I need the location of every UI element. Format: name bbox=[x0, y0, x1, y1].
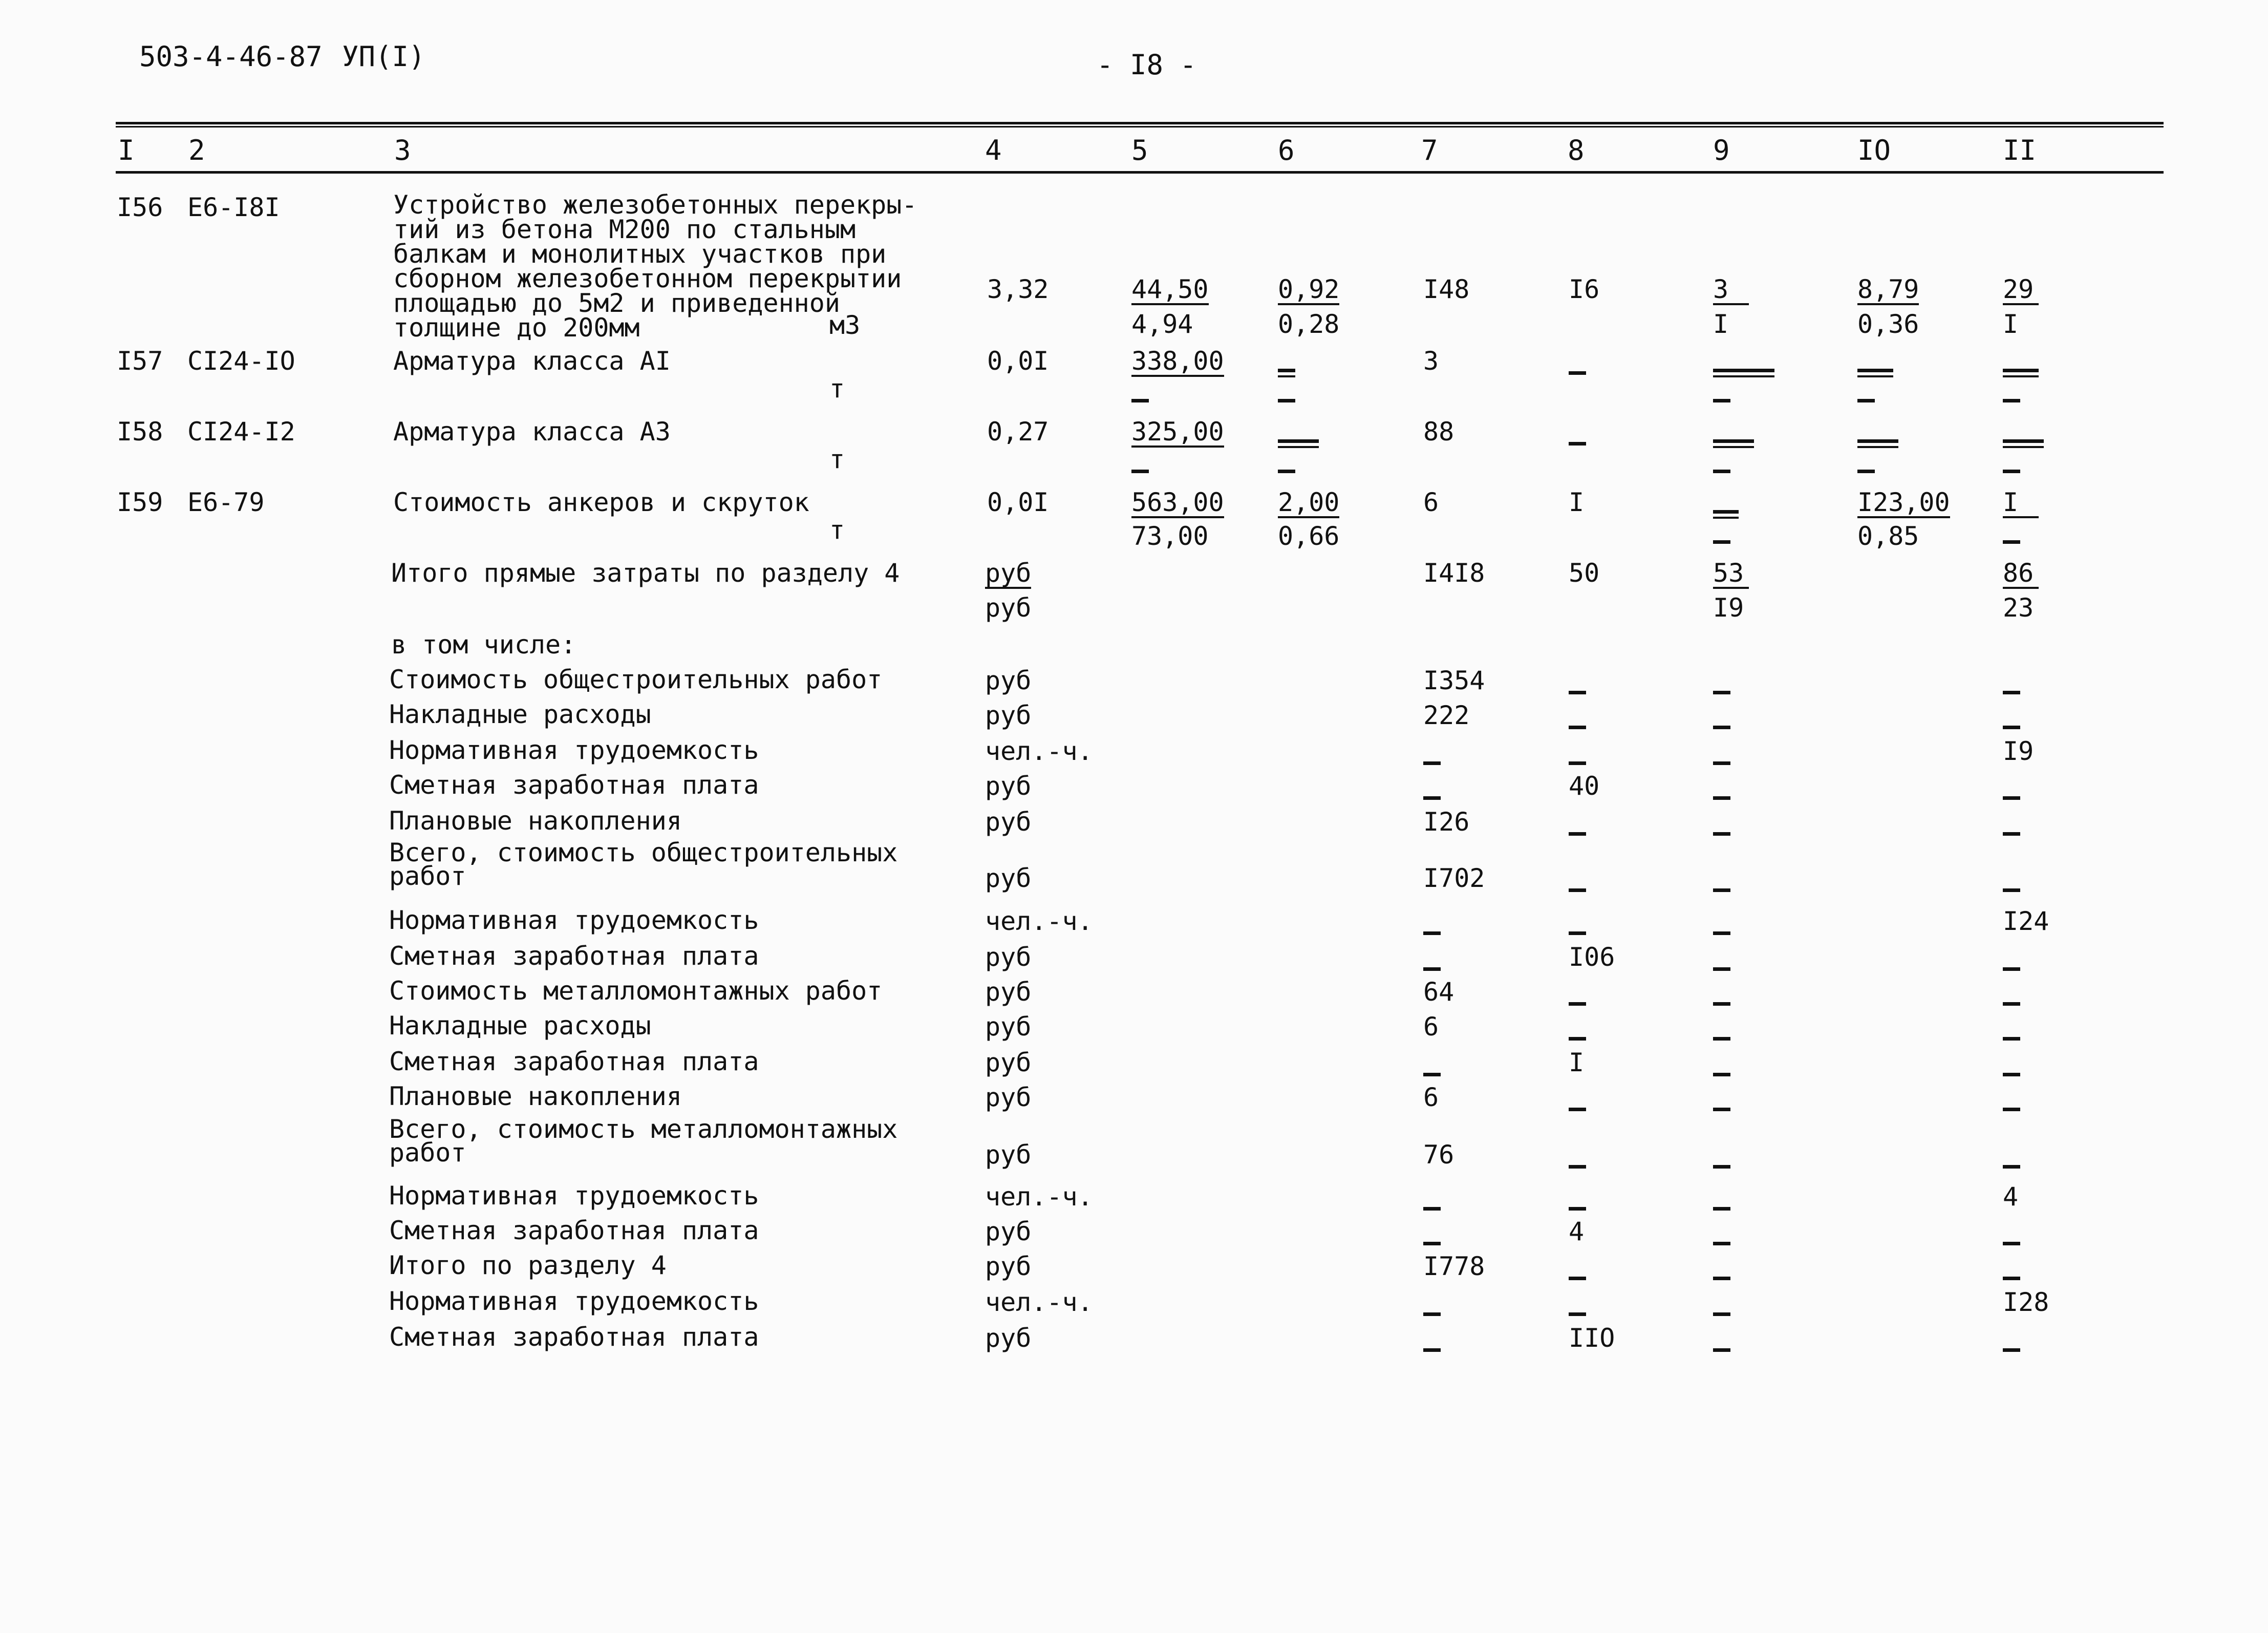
dash bbox=[1713, 1312, 1730, 1316]
total-direct-unit-top: руб bbox=[985, 558, 1032, 588]
total-direct-unit-bottom: руб bbox=[985, 593, 1032, 623]
quantity: 0,27 bbox=[987, 417, 1049, 447]
summary-value-empty bbox=[1713, 1229, 1730, 1255]
summary-value-empty bbox=[2003, 819, 2020, 845]
labor-unit-bottom: 0,85 bbox=[1857, 521, 1919, 551]
summary-value-empty bbox=[1569, 819, 1586, 845]
column-number: 6 bbox=[1278, 134, 1295, 166]
dash bbox=[1423, 761, 1441, 765]
summary-value: I bbox=[1569, 1048, 1585, 1077]
labor-unit-top: 8,79 bbox=[1857, 274, 1919, 304]
dash bbox=[2003, 1165, 2020, 1169]
dash bbox=[2003, 1242, 2020, 1245]
summary-value: 4 bbox=[2003, 1182, 2019, 1212]
summary-value-empty bbox=[1569, 876, 1586, 901]
machine-cost: 3 bbox=[1713, 277, 1749, 305]
column-number: IO bbox=[1857, 134, 1891, 166]
dash bbox=[1713, 1037, 1730, 1041]
summary-value-empty bbox=[1423, 783, 1441, 809]
column-number: 2 bbox=[188, 134, 205, 166]
summary-unit: руб bbox=[985, 1083, 1032, 1112]
dash bbox=[1713, 1108, 1730, 1111]
unit-cost: 338,00 bbox=[1131, 346, 1224, 376]
summary-label: Сметная заработная плата bbox=[389, 941, 759, 971]
unit-machine-cost: 2,00 bbox=[1278, 487, 1340, 517]
summary-unit: руб bbox=[985, 1252, 1032, 1281]
dash bbox=[1423, 1312, 1441, 1316]
item-description: Устройство железобетонных перекры- тий из бетона М200 по стальным балкам и монолитных участков при сборном железобетонном перекрытии площадью до 5м2 и приведенной толщине до 200мм bbox=[393, 190, 917, 343]
total-direct-labor-top: 86 bbox=[2003, 560, 2039, 589]
dash bbox=[1278, 470, 1295, 473]
summary-value-empty bbox=[1569, 1264, 1586, 1289]
unit: м3 bbox=[829, 310, 861, 340]
summary-value-empty bbox=[1713, 819, 1730, 845]
dash bbox=[1569, 726, 1586, 729]
total-wage: I6 bbox=[1569, 274, 1600, 304]
summary-value-empty bbox=[1569, 713, 1586, 738]
unit-machine-wage: 0,28 bbox=[1278, 309, 1340, 339]
summary-value: I28 bbox=[2003, 1287, 2049, 1317]
unit: т bbox=[829, 515, 845, 545]
summary-value-empty bbox=[1569, 1024, 1586, 1050]
quantity: 0,0I bbox=[987, 346, 1049, 376]
summary-value-empty bbox=[1713, 989, 1730, 1015]
dash bbox=[2003, 1348, 2020, 1352]
summary-unit: руб bbox=[985, 666, 1032, 695]
item-description: Арматура класса A3 bbox=[393, 417, 671, 447]
dash bbox=[1423, 1207, 1441, 1211]
summary-unit: чел.-ч. bbox=[985, 736, 1093, 766]
summary-value-empty bbox=[1423, 749, 1441, 774]
dash bbox=[1713, 761, 1730, 765]
summary-value-empty bbox=[1713, 1095, 1730, 1120]
summary-value-empty bbox=[1569, 749, 1586, 774]
total-cost: 3 bbox=[1423, 346, 1439, 376]
machine-wage: I bbox=[1713, 309, 1729, 339]
total-cost: I48 bbox=[1423, 274, 1470, 304]
dash bbox=[1713, 726, 1730, 729]
dash bbox=[1857, 439, 1898, 448]
summary-value-empty bbox=[1713, 1194, 1730, 1220]
dash bbox=[2003, 832, 2020, 836]
dash bbox=[1713, 1207, 1730, 1211]
dash bbox=[1278, 369, 1295, 377]
summary-value-empty bbox=[1569, 989, 1586, 1015]
dash bbox=[1857, 399, 1875, 402]
dash bbox=[2003, 1002, 2020, 1006]
summary-value-empty bbox=[2003, 1335, 2020, 1361]
dash bbox=[1713, 888, 1730, 892]
summary-value-empty bbox=[2003, 783, 2020, 809]
item-description: Стоимость анкеров и скруток bbox=[393, 487, 809, 517]
dash bbox=[1569, 832, 1586, 836]
summary-value-empty bbox=[1423, 1335, 1441, 1361]
summary-label: Плановые накопления bbox=[389, 1081, 682, 1111]
summary-value-empty bbox=[1423, 1194, 1441, 1220]
dash bbox=[1423, 967, 1441, 971]
dash bbox=[1713, 967, 1730, 971]
dash bbox=[1713, 1165, 1730, 1169]
dash bbox=[2003, 1277, 2020, 1280]
dash bbox=[1131, 399, 1149, 402]
total-direct-wage: 50 bbox=[1569, 558, 1600, 588]
dash bbox=[1423, 1073, 1441, 1076]
summary-value-empty bbox=[1569, 1152, 1586, 1178]
summary-label: Стоимость общестроительных работ bbox=[389, 665, 883, 694]
summary-label: Сметная заработная плата bbox=[389, 770, 759, 800]
summary-value-empty bbox=[1423, 1229, 1441, 1255]
dash bbox=[1423, 1348, 1441, 1352]
dash bbox=[1569, 1037, 1586, 1041]
summary-label: Нормативная трудоемкость bbox=[389, 905, 759, 935]
unit-machine-wage: 0,66 bbox=[1278, 521, 1340, 551]
summary-label: Всего, стоимость металломонтажных работ bbox=[389, 1114, 898, 1168]
summary-value-empty bbox=[1713, 1264, 1730, 1289]
item-code: E6-79 bbox=[187, 487, 265, 517]
dash bbox=[1423, 931, 1441, 935]
summary-value: 64 bbox=[1423, 977, 1454, 1007]
summary-unit: руб bbox=[985, 1140, 1032, 1170]
summary-label: Нормативная трудоемкость bbox=[389, 735, 759, 765]
summary-label: Нормативная трудоемкость bbox=[389, 1181, 759, 1211]
total-cost: 88 bbox=[1423, 417, 1454, 447]
summary-label: Итого по разделу 4 bbox=[389, 1250, 667, 1280]
dash bbox=[1713, 1277, 1730, 1280]
summary-value-empty bbox=[2003, 1229, 2020, 1255]
unit-cost: 44,50 bbox=[1131, 274, 1209, 304]
summary-value-empty bbox=[2003, 876, 2020, 901]
summary-value: 76 bbox=[1423, 1140, 1454, 1170]
column-number: II bbox=[2003, 134, 2037, 166]
unit-wage: 73,00 bbox=[1131, 521, 1209, 551]
summary-value-empty bbox=[2003, 1264, 2020, 1289]
dash bbox=[1569, 931, 1586, 935]
dash bbox=[1713, 540, 1730, 544]
summary-value-empty bbox=[1423, 1060, 1441, 1086]
dash bbox=[1713, 439, 1754, 448]
summary-value: I9 bbox=[2003, 736, 2034, 766]
column-number: 7 bbox=[1421, 134, 1438, 166]
summary-label: Нормативная трудоемкость bbox=[389, 1286, 759, 1316]
summary-value-empty bbox=[1713, 1335, 1730, 1361]
quantity: 0,0I bbox=[987, 487, 1049, 517]
dash bbox=[2003, 1108, 2020, 1111]
summary-value-empty bbox=[1423, 955, 1441, 980]
item-number: I58 bbox=[117, 417, 163, 447]
dash bbox=[1278, 399, 1295, 402]
item-code: CI24-I2 bbox=[187, 417, 295, 447]
summary-value-empty bbox=[2003, 1152, 2020, 1178]
dash bbox=[1713, 832, 1730, 836]
summary-value-empty bbox=[1713, 1024, 1730, 1050]
dash bbox=[1713, 510, 1739, 519]
summary-unit: руб bbox=[985, 977, 1032, 1007]
summary-label: Сметная заработная плата bbox=[389, 1216, 759, 1245]
summary-unit: руб bbox=[985, 1012, 1032, 1042]
dash bbox=[1569, 1108, 1586, 1111]
summary-value-empty bbox=[1713, 955, 1730, 980]
column-number: 3 bbox=[394, 134, 411, 166]
total-direct-cost: I4I8 bbox=[1423, 558, 1485, 588]
dash bbox=[1713, 1348, 1730, 1352]
dash bbox=[1569, 761, 1586, 765]
table-top-rule bbox=[116, 122, 2164, 124]
unit-cost: 325,00 bbox=[1131, 417, 1224, 447]
dash bbox=[1569, 442, 1586, 446]
summary-value-empty bbox=[2003, 1024, 2020, 1050]
summary-unit: руб bbox=[985, 701, 1032, 730]
dash bbox=[2003, 691, 2020, 694]
summary-unit: чел.-ч. bbox=[985, 1287, 1093, 1317]
summary-value-empty bbox=[1713, 678, 1730, 704]
dash bbox=[1569, 888, 1586, 892]
summary-value-empty bbox=[2003, 1060, 2020, 1086]
summary-value-empty bbox=[1713, 749, 1730, 774]
dash bbox=[1569, 371, 1586, 375]
dash bbox=[1423, 1242, 1441, 1245]
summary-value-empty bbox=[1569, 1095, 1586, 1120]
summary-value: I354 bbox=[1423, 666, 1485, 695]
summary-value-empty bbox=[1569, 678, 1586, 704]
item-code: E6-I8I bbox=[187, 193, 280, 222]
summary-value-empty bbox=[1569, 919, 1586, 944]
table-top-rule-inner bbox=[116, 126, 2164, 128]
summary-label: Сметная заработная плата bbox=[389, 1322, 759, 1352]
dash bbox=[1713, 470, 1730, 473]
summary-label: Сметная заработная плата bbox=[389, 1047, 759, 1076]
dash bbox=[1713, 399, 1730, 402]
dash bbox=[1569, 1277, 1586, 1280]
unit: т bbox=[829, 444, 845, 474]
summary-value: I24 bbox=[2003, 906, 2049, 936]
summary-value: 222 bbox=[1423, 701, 1470, 730]
column-number: I bbox=[118, 134, 135, 166]
quantity: 3,32 bbox=[987, 274, 1049, 304]
total-direct-label: Итого прямые затраты по разделу 4 bbox=[391, 558, 900, 588]
dash bbox=[2003, 726, 2020, 729]
summary-label: Плановые накопления bbox=[389, 806, 682, 836]
summary-value: IIO bbox=[1569, 1323, 1615, 1353]
labor-total-top: 29 bbox=[2003, 277, 2039, 305]
dash bbox=[1713, 1242, 1730, 1245]
dash bbox=[1857, 369, 1893, 377]
summary-unit: чел.-ч. bbox=[985, 906, 1093, 936]
summary-value-empty bbox=[1713, 876, 1730, 901]
dash bbox=[1713, 369, 1774, 377]
summary-unit: руб bbox=[985, 942, 1032, 972]
summary-value-empty bbox=[2003, 1095, 2020, 1120]
summary-value: 6 bbox=[1423, 1012, 1439, 1042]
summary-value: I26 bbox=[1423, 807, 1470, 837]
document-code: 503-4-46-87 bbox=[139, 40, 323, 73]
summary-value-empty bbox=[2003, 713, 2020, 738]
dash bbox=[2003, 470, 2020, 473]
unit-cost: 563,00 bbox=[1131, 487, 1224, 517]
item-code: CI24-IO bbox=[187, 346, 295, 376]
dash bbox=[1131, 470, 1149, 473]
dash bbox=[2003, 399, 2020, 402]
section-code: УП(I) bbox=[342, 40, 425, 73]
item-number: I56 bbox=[117, 193, 163, 222]
summary-value-empty bbox=[1423, 919, 1441, 944]
labor-unit-top: I23,00 bbox=[1857, 487, 1950, 517]
item-number: I57 bbox=[117, 346, 163, 376]
dash bbox=[2003, 369, 2039, 377]
summary-value: I06 bbox=[1569, 942, 1615, 972]
summary-value-empty bbox=[2003, 955, 2020, 980]
unit-wage: 4,94 bbox=[1131, 309, 1193, 339]
column-number: 5 bbox=[1131, 134, 1148, 166]
summary-value: I702 bbox=[1423, 863, 1485, 893]
labor-total-bottom: I bbox=[2003, 309, 2019, 339]
dash bbox=[1569, 1312, 1586, 1316]
summary-value: 6 bbox=[1423, 1083, 1439, 1112]
summary-value-empty bbox=[2003, 989, 2020, 1015]
summary-value-empty bbox=[1713, 1152, 1730, 1178]
page-number: - I8 - bbox=[1097, 49, 1197, 81]
dash bbox=[1713, 1073, 1730, 1076]
dash bbox=[2003, 540, 2020, 544]
summary-value-empty bbox=[1569, 1300, 1586, 1325]
dash bbox=[1423, 796, 1441, 800]
summary-unit: руб bbox=[985, 1323, 1032, 1353]
summary-label: Накладные расходы bbox=[389, 699, 651, 729]
summary-unit: руб bbox=[985, 1217, 1032, 1246]
unit: т bbox=[829, 374, 845, 404]
dash bbox=[1278, 439, 1319, 448]
summary-value-empty bbox=[2003, 678, 2020, 704]
summary-value-empty bbox=[1713, 919, 1730, 944]
dash bbox=[1857, 470, 1875, 473]
summary-value-empty bbox=[1569, 1194, 1586, 1220]
summary-value: I778 bbox=[1423, 1252, 1485, 1281]
summary-value: 4 bbox=[1569, 1217, 1585, 1246]
summary-value: 40 bbox=[1569, 771, 1600, 801]
table-header-bottom-rule bbox=[116, 171, 2164, 174]
dash bbox=[1569, 691, 1586, 694]
including-label: в том числе: bbox=[391, 630, 576, 660]
summary-value-empty bbox=[1713, 1060, 1730, 1086]
column-number: 9 bbox=[1713, 134, 1730, 166]
dash bbox=[1569, 1165, 1586, 1169]
item-number: I59 bbox=[117, 487, 163, 517]
dash bbox=[2003, 1037, 2020, 1041]
column-number: 4 bbox=[985, 134, 1002, 166]
summary-label: Накладные расходы bbox=[389, 1011, 651, 1041]
total-direct-machine-top: 53 bbox=[1713, 560, 1749, 589]
dash bbox=[2003, 1073, 2020, 1076]
summary-unit: руб bbox=[985, 1048, 1032, 1077]
dash bbox=[1569, 1002, 1586, 1006]
summary-unit: руб bbox=[985, 807, 1032, 837]
item-description: Арматура класса AI bbox=[393, 346, 671, 376]
total-direct-machine-bottom: I9 bbox=[1713, 593, 1744, 623]
summary-label: Всего, стоимость общестроительных работ bbox=[389, 838, 898, 891]
summary-value-empty bbox=[1713, 713, 1730, 738]
dash bbox=[1713, 1002, 1730, 1006]
dash bbox=[1713, 931, 1730, 935]
total-direct-labor-bottom: 23 bbox=[2003, 593, 2034, 623]
unit-machine-cost: 0,92 bbox=[1278, 274, 1340, 304]
summary-label: Стоимость металломонтажных работ bbox=[389, 976, 883, 1006]
summary-value-empty bbox=[1713, 1300, 1730, 1325]
dash bbox=[1713, 796, 1730, 800]
dash bbox=[2003, 796, 2020, 800]
dash bbox=[1569, 1207, 1586, 1211]
total-wage: I bbox=[1569, 487, 1585, 517]
column-number: 8 bbox=[1568, 134, 1585, 166]
total-cost: 6 bbox=[1423, 487, 1439, 517]
dash bbox=[2003, 888, 2020, 892]
summary-unit: чел.-ч. bbox=[985, 1182, 1093, 1212]
summary-value-empty bbox=[1713, 783, 1730, 809]
dash bbox=[2003, 439, 2044, 448]
summary-unit: руб bbox=[985, 863, 1032, 893]
summary-unit: руб bbox=[985, 771, 1032, 801]
labor-unit-bottom: 0,36 bbox=[1857, 309, 1919, 339]
dash bbox=[2003, 967, 2020, 971]
labor-total-top: I bbox=[2003, 490, 2039, 518]
summary-value-empty bbox=[1423, 1300, 1441, 1325]
dash bbox=[1713, 691, 1730, 694]
